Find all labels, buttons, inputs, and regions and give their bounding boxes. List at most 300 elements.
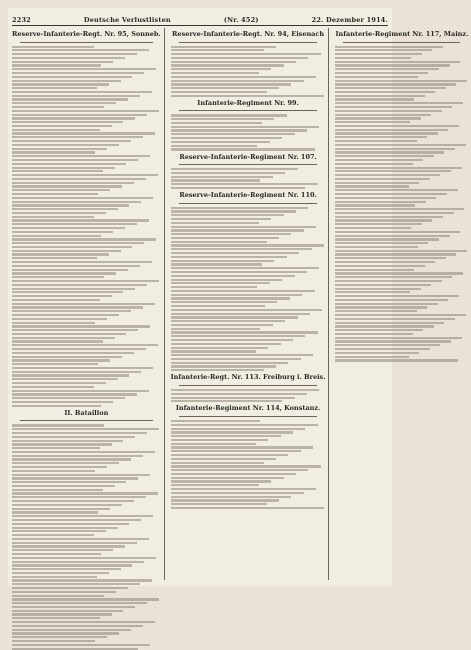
column-right [335, 28, 471, 580]
casualty-entry-line [12, 504, 122, 506]
casualty-entry-line [171, 145, 258, 147]
casualty-entry-line [171, 244, 324, 246]
casualty-entry-line [171, 49, 264, 51]
casualty-entry-line [171, 76, 317, 78]
casualty-entry-line [12, 367, 153, 369]
issue-number: (Nr. 452) [223, 16, 259, 24]
casualty-entry-line [171, 248, 312, 250]
casualty-entry-line [335, 250, 467, 252]
casualty-entry-line [335, 125, 459, 127]
casualty-entry-line [12, 125, 112, 127]
casualty-entry-line [12, 610, 123, 612]
casualty-entry-line [12, 318, 107, 320]
casualty-entry-line [171, 462, 264, 464]
casualty-entry-line [12, 46, 94, 48]
casualty-entry-line [12, 121, 123, 123]
casualty-entry-line [12, 76, 132, 78]
casualty-entry-line [12, 424, 104, 426]
casualty-entry-line [335, 148, 455, 150]
casualty-entry-line [12, 455, 143, 457]
section-rule [179, 416, 318, 417]
issue-date: 22. Dezember 1914. [311, 16, 388, 24]
casualty-entry-line [171, 229, 304, 231]
casualty-entry-line [335, 303, 437, 305]
casualty-entry-line [335, 87, 445, 89]
casualty-entry-line [335, 167, 461, 169]
casualty-entry-line [335, 178, 429, 180]
casualty-entry-line [12, 265, 140, 267]
casualty-entry-line [171, 271, 307, 273]
casualty-entry-line [12, 303, 155, 305]
casualty-entry-line [335, 261, 435, 263]
casualty-entry-line [12, 572, 109, 574]
casualty-entry-line [335, 322, 444, 324]
casualty-entry-line [12, 57, 125, 59]
casualty-entry-line [12, 246, 132, 248]
casualty-entry-line [12, 110, 159, 112]
column-left [12, 28, 165, 580]
casualty-entry-line [335, 68, 439, 70]
casualty-entry-line [12, 348, 146, 350]
casualty-entry-line [335, 216, 443, 218]
casualty-entry-line [12, 182, 134, 184]
casualty-entry-line [12, 280, 159, 282]
casualty-entry-line [12, 481, 126, 483]
casualty-entry-line [12, 557, 156, 559]
casualty-entry-line [171, 176, 273, 178]
casualty-entry-line [12, 284, 147, 286]
casualty-entry-line [335, 151, 444, 153]
casualty-entry-line [12, 648, 138, 650]
casualty-entry-line [12, 485, 115, 487]
casualty-entry-line [171, 393, 307, 395]
casualty-entry-line [335, 231, 460, 233]
casualty-entry-line [12, 140, 131, 142]
casualty-entry-line [335, 223, 421, 225]
casualty-entry-line [335, 359, 457, 361]
casualty-entry-line [335, 91, 435, 93]
casualty-entry-line [335, 182, 419, 184]
casualty-entry-line [12, 443, 112, 445]
casualty-entry-line [12, 549, 113, 551]
casualty-entry-line [12, 83, 109, 85]
casualty-entry-line [12, 310, 131, 312]
section-rule [179, 164, 318, 165]
casualty-entry-line [171, 389, 320, 391]
casualty-entry-line [335, 212, 453, 214]
casualty-entry-line [335, 95, 424, 97]
casualty-entry-line [335, 185, 408, 187]
casualty-entry-line [335, 333, 412, 335]
section-rule [179, 203, 318, 204]
casualty-entry-line [171, 331, 318, 333]
page-header [12, 12, 388, 24]
casualty-entry-line [335, 193, 447, 195]
casualty-entry-line [12, 151, 95, 153]
casualty-entry-line [12, 352, 134, 354]
casualty-entry-line [335, 117, 420, 119]
casualty-entry-line [12, 538, 149, 540]
casualty-entry-line [12, 250, 121, 252]
casualty-entry-line [335, 136, 427, 138]
casualty-entry-line [12, 231, 113, 233]
casualty-entry-line [171, 354, 313, 356]
casualty-entry-line [335, 318, 455, 320]
casualty-entry-line [12, 458, 131, 460]
casualty-entry-line [171, 218, 272, 220]
casualty-entry-line [335, 110, 441, 112]
casualty-entry-line [12, 462, 119, 464]
casualty-entry-line [171, 179, 261, 181]
page-number: 2232 [12, 16, 31, 24]
casualty-entry-line [335, 227, 411, 229]
casualty-entry-line [335, 276, 452, 278]
casualty-entry-line [335, 102, 463, 104]
casualty-entry-line [12, 197, 153, 199]
casualty-entry-line [335, 291, 409, 293]
casualty-entry-line [171, 431, 293, 433]
casualty-entry-line [12, 219, 149, 221]
casualty-entry-line [171, 473, 296, 475]
casualty-entry-line [335, 140, 416, 142]
casualty-entry-line [12, 325, 150, 327]
casualty-entry-line [12, 223, 137, 225]
casualty-entry-line [12, 333, 126, 335]
casualty-entry-line [335, 155, 433, 157]
casualty-entry-line [171, 400, 282, 402]
casualty-entry-line [335, 253, 456, 255]
casualty-entry-line [171, 87, 279, 89]
casualty-entry-line [171, 286, 258, 288]
casualty-entry-line [12, 306, 143, 308]
casualty-entry-line [171, 267, 320, 269]
publication-title: Deutsche Verlustlisten [83, 16, 171, 24]
casualty-entry-line [171, 458, 276, 460]
casualty-entry-line [171, 222, 259, 224]
casualty-entry-line [12, 527, 118, 529]
casualty-entry-line [171, 443, 256, 445]
casualty-entry-line [335, 272, 463, 274]
casualty-entry-line [171, 83, 292, 85]
casualty-entry-line [12, 447, 100, 449]
casualty-entry-line [12, 371, 141, 373]
casualty-entry-line [12, 212, 106, 214]
casualty-entry-line [12, 257, 97, 259]
casualty-entry-line [335, 64, 449, 66]
casualty-entry-line [12, 163, 126, 165]
casualty-entry-line [12, 466, 107, 468]
casualty-entry-line [335, 246, 417, 248]
casualty-entry-line [12, 117, 135, 119]
casualty-entry-line [12, 640, 95, 642]
casualty-entry-line [335, 288, 420, 290]
casualty-entry-line [171, 424, 318, 426]
casualty-entry-line [171, 301, 278, 303]
casualty-entry-line [12, 587, 128, 589]
casualty-entry-line [12, 102, 116, 104]
casualty-entry-line [335, 132, 437, 134]
casualty-entry-line [12, 428, 159, 430]
casualty-entry-line [171, 68, 272, 70]
casualty-entry-line [335, 49, 432, 51]
casualty-entry-line [171, 313, 310, 315]
casualty-entry-line [12, 295, 112, 297]
casualty-entry-line [335, 344, 440, 346]
casualty-entry-line [12, 189, 110, 191]
casualty-entry-line [12, 397, 125, 399]
casualty-entry-line [171, 507, 324, 509]
casualty-entry-line [12, 167, 115, 169]
casualty-entry-line [335, 61, 460, 63]
casualty-entry-line [12, 155, 150, 157]
casualty-entry-line [171, 187, 306, 189]
casualty-entry-line [171, 496, 292, 498]
casualty-entry-line [12, 474, 150, 476]
casualty-entry-line [12, 356, 122, 358]
casualty-entry-line [12, 235, 101, 237]
casualty-entry-line [12, 576, 97, 578]
casualty-entry-line [335, 159, 423, 161]
casualty-entry-line [171, 137, 282, 139]
casualty-entry-line [12, 386, 94, 388]
casualty-entry-line [335, 121, 409, 123]
casualty-entry-line [171, 397, 295, 399]
casualty-entry-line [335, 219, 432, 221]
casualty-entry-line [171, 237, 279, 239]
casualty-entry-line [171, 53, 321, 55]
casualty-entry-line [12, 393, 137, 395]
casualty-entry-line [171, 129, 307, 131]
casualty-entry-line [12, 253, 109, 255]
casualty-entry-line [12, 545, 125, 547]
casualty-entry-line [12, 159, 138, 161]
casualty-entry-line [12, 359, 110, 361]
casualty-entry-line [12, 492, 158, 494]
casualty-entry-line [12, 378, 118, 380]
casualty-entry-line [171, 316, 298, 318]
casualty-entry-line [12, 530, 106, 532]
casualty-entry-line [12, 602, 147, 604]
casualty-entry-line [171, 241, 267, 243]
casualty-entry-line [12, 87, 97, 89]
section-rule [20, 420, 153, 421]
casualty-entry-line [335, 325, 433, 327]
casualty-entry-line [12, 564, 132, 566]
casualty-entry-line [335, 329, 423, 331]
casualty-entry-line [171, 172, 286, 174]
casualty-entry-line [335, 340, 451, 342]
casualty-entry-line [335, 238, 439, 240]
casualty-entry-line [335, 98, 413, 100]
casualty-entry-line [12, 534, 94, 536]
casualty-entry-line [12, 595, 104, 597]
casualty-entry-line [12, 390, 149, 392]
casualty-entry-line [12, 542, 137, 544]
casualty-entry-line [171, 305, 265, 307]
casualty-entry-line [12, 276, 104, 278]
casualty-entry-line [171, 369, 264, 371]
regiment-heading: Reserve-Infanterie-Regt. Nr. 95, Sonneb. [12, 30, 161, 38]
casualty-entry-line [171, 168, 298, 170]
casualty-entry-line [171, 91, 267, 93]
casualty-entry-line [12, 344, 158, 346]
casualty-entry-line [12, 53, 137, 55]
casualty-entry-line [171, 492, 304, 494]
casualty-entry-line [171, 465, 321, 467]
casualty-entry-line [171, 214, 284, 216]
casualty-entry-line [12, 106, 104, 108]
casualty-entry-line [171, 420, 261, 422]
casualty-entry-line [171, 454, 289, 456]
casualty-entry-line [12, 299, 100, 301]
casualty-entry-line [335, 144, 465, 146]
casualty-entry-line [12, 49, 149, 51]
casualty-entry-line [12, 508, 110, 510]
casualty-entry-line [12, 583, 140, 585]
casualty-entry-line [12, 329, 138, 331]
casualty-entry-line [335, 352, 419, 354]
casualty-entry-line [335, 76, 417, 78]
casualty-entry-line [171, 279, 282, 281]
casualty-entry-line [335, 163, 412, 165]
casualty-entry-line [12, 405, 101, 407]
columns-container [12, 28, 469, 580]
casualty-entry-line [171, 324, 273, 326]
casualty-entry-line [171, 61, 296, 63]
casualty-entry-line [171, 122, 262, 124]
casualty-entry-line [12, 579, 152, 581]
casualty-entry-line [12, 625, 143, 627]
casualty-entry-line [12, 451, 155, 453]
casualty-entry-line [171, 252, 300, 254]
regiment-heading: Infanterie-Regt. Nr. 113. Freiburg i. Breis. [170, 373, 326, 382]
casualty-entry-line [335, 46, 443, 48]
casualty-entry-line [12, 148, 107, 150]
regiment-heading: Reserve-Infanterie-Regiment Nr. 110. [179, 191, 317, 200]
casualty-entry-line [335, 356, 408, 358]
casualty-entry-line [171, 435, 281, 437]
casualty-entry-line [171, 477, 284, 479]
casualty-entry-line [12, 553, 101, 555]
header-rule [12, 25, 388, 26]
regiment-heading: Infanterie-Regiment Nr. 117, Mainz. [335, 30, 469, 38]
casualty-entry-line [12, 440, 123, 442]
casualty-entry-line [171, 499, 279, 501]
casualty-entry-line [12, 185, 122, 187]
casualty-entry-line [12, 132, 155, 134]
casualty-entry-line [171, 297, 290, 299]
casualty-entry-line [171, 428, 306, 430]
casualty-entry-line [12, 216, 94, 218]
casualty-entry-line [12, 401, 113, 403]
casualty-entry-line [12, 68, 156, 70]
casualty-entry-line [12, 598, 159, 600]
regiment-heading: Infanterie-Regiment Nr. 99. [197, 98, 299, 107]
casualty-entry-line [12, 477, 138, 479]
casualty-entry-line [12, 561, 144, 563]
casualty-entry-line [12, 144, 119, 146]
casualty-entry-line [335, 337, 461, 339]
casualty-entry-line [171, 275, 295, 277]
casualty-entry-line [171, 335, 306, 337]
casualty-entry-line [335, 348, 429, 350]
casualty-entry-line [171, 320, 286, 322]
casualty-entry-line [12, 291, 123, 293]
casualty-entry-line [12, 129, 100, 131]
casualty-entry-line [171, 57, 309, 59]
casualty-entry-line [171, 260, 275, 262]
casualty-entry-line [171, 358, 301, 360]
casualty-entry-line [12, 269, 128, 271]
casualty-entry-line [12, 489, 103, 491]
casualty-entry-line [12, 636, 107, 638]
casualty-entry-line [171, 80, 304, 82]
casualty-entry-line [12, 523, 129, 525]
casualty-entry-line [171, 207, 309, 209]
casualty-entry-line [12, 170, 103, 172]
casualty-entry-line [12, 72, 144, 74]
casualty-entry-line [335, 242, 428, 244]
casualty-entry-line [12, 617, 100, 619]
casualty-entry-line [12, 91, 152, 93]
casualty-entry-line [171, 290, 315, 292]
casualty-entry-line [171, 343, 281, 345]
casualty-entry-line [12, 436, 135, 438]
casualty-entry-line [335, 265, 424, 267]
casualty-entry-line [335, 57, 411, 59]
casualty-entry-line [171, 72, 259, 74]
casualty-entry-line [335, 280, 441, 282]
casualty-entry-line [335, 306, 427, 308]
casualty-entry-line [12, 515, 153, 517]
casualty-entry-line [12, 61, 113, 63]
section-rule [343, 42, 460, 43]
casualty-entry-line [171, 114, 287, 116]
casualty-entry-line [12, 98, 128, 100]
casualty-entry-line [12, 337, 115, 339]
casualty-entry-line [335, 106, 452, 108]
casualty-entry-line [335, 257, 445, 259]
casualty-entry-line [12, 322, 95, 324]
regiment-heading: II. Bataillon [64, 408, 109, 417]
casualty-entry-line [335, 174, 440, 176]
casualty-entry-line [12, 613, 112, 615]
casualty-entry-line [335, 314, 465, 316]
casualty-entry-line [171, 446, 313, 448]
casualty-entry-line [171, 469, 309, 471]
casualty-entry-line [171, 263, 262, 265]
casualty-entry-line [171, 148, 315, 150]
regiment-heading: Reserve-Infanterie-Regiment Nr. 107. [179, 152, 317, 161]
casualty-entry-line [335, 72, 428, 74]
casualty-entry-line [12, 208, 118, 210]
casualty-entry-line [335, 80, 467, 82]
casualty-entry-line [12, 227, 125, 229]
casualty-entry-line [12, 178, 146, 180]
casualty-entry-line [12, 261, 152, 263]
casualty-entry-line [171, 294, 303, 296]
casualty-entry-line [171, 226, 317, 228]
casualty-entry-line [12, 568, 121, 570]
casualty-entry-line [335, 197, 436, 199]
casualty-entry-line [12, 340, 103, 342]
casualty-entry-line [171, 46, 276, 48]
casualty-entry-line [12, 114, 147, 116]
casualty-entry-line [12, 432, 147, 434]
casualty-entry-line [12, 496, 146, 498]
casualty-entry-line [335, 208, 464, 210]
casualty-entry-line [171, 339, 293, 341]
